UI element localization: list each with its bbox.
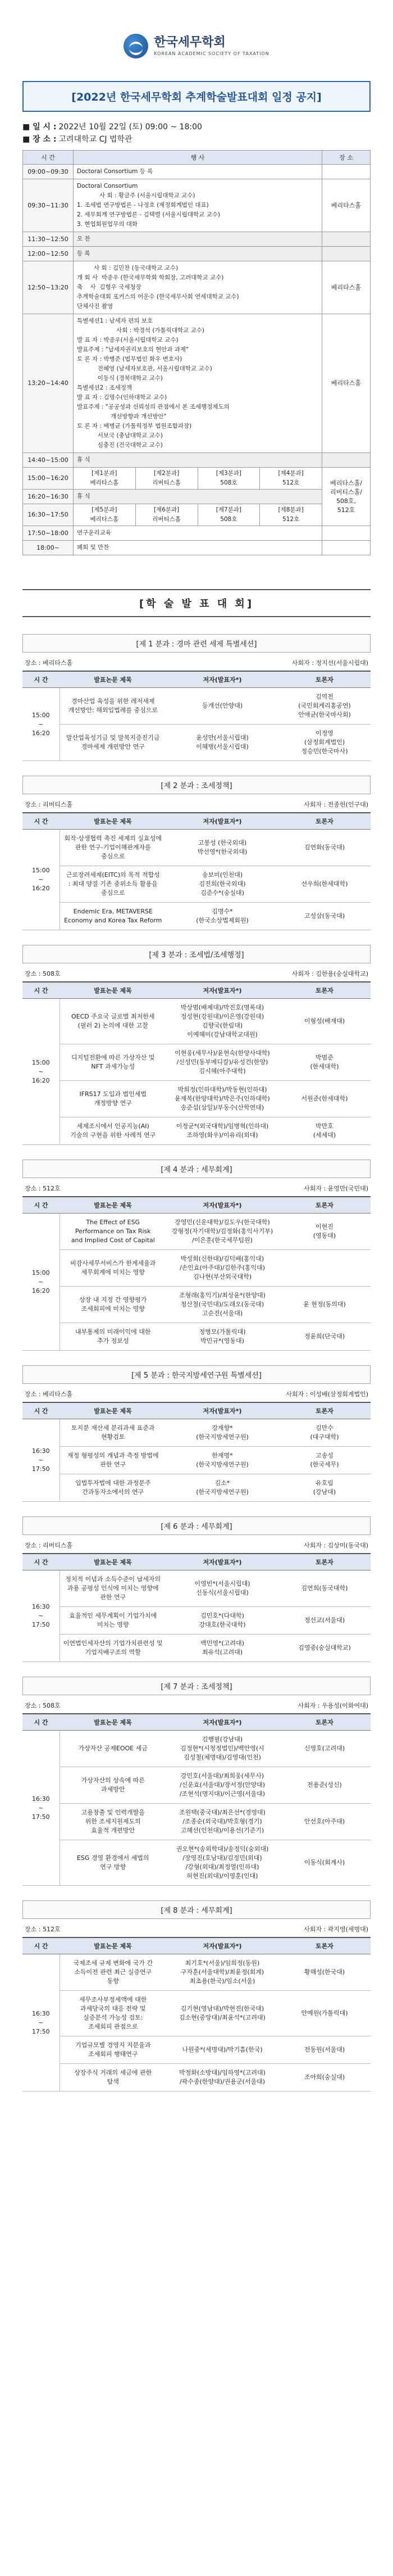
papers-header: 토론자 [278, 982, 371, 999]
breakout-rooms [74, 504, 322, 526]
paper-discussant: 정선교(서울대) [278, 1607, 371, 1635]
paper-row [22, 1250, 371, 1287]
schedule-time: 13:20~14:40 [23, 314, 74, 453]
session-place: 장소 : 리버티스홀 [25, 801, 73, 808]
papers-header: 시 간 [22, 1937, 60, 1954]
info-value: 2022년 10월 22일 (토) 09:00 ~ 18:00 [58, 123, 202, 132]
paper-row [22, 1991, 371, 2036]
session-place: 장소 : 508호 [25, 970, 61, 977]
paper-authors: 박성희(신한대)/김덕배(홍익대) /손인효(아주대)/김한주(홍익대) 김나현(부산외국대학) [166, 1250, 278, 1287]
paper-authors: 최기호*(서울)/임희정(동원) 구자훈(서울대학)/최윤정(회계) 최초용(한국)/임소(서울) [166, 1954, 278, 1991]
paper-authors: 이영빈*(서울시립대) 신동식(서울시립대) [166, 1570, 278, 1607]
papers-header: 발표논문 제목 [60, 1937, 166, 1954]
schedule-row [23, 490, 371, 504]
paper-row [22, 903, 371, 930]
papers-table [22, 1553, 371, 1662]
schedule-time: 09:30~11:30 [23, 179, 74, 232]
session [22, 634, 371, 761]
paper-discussant: 이형성(배재대) [278, 999, 371, 1044]
paper-discussant [278, 1250, 371, 1287]
paper-row [22, 688, 371, 725]
paper-title: 회작·상생협력 촉진 세제의 실효성에 관한 연구-기업이해관계자를 중심으로 [60, 830, 166, 866]
session-chair: 사회자 : 전종헌(인구대) [304, 801, 368, 808]
session-chair: 사회자 : 김상미(동국대) [304, 1542, 368, 1549]
papers-header: 시 간 [22, 1197, 60, 1214]
schedule-place: 베리타스홀 [322, 261, 371, 314]
breakout-room: [제1분과] 베리타스홀 [90, 470, 119, 486]
paper-authors: 이현웅(세무사)/윤현숙(한양사대학) /신성민(동부메디칼)/유성건(한양) 김시혜(아주대학) [166, 1044, 278, 1081]
breakout-room: [제4분과] 512호 [259, 468, 322, 489]
session [22, 1365, 371, 1502]
session [22, 1900, 371, 2091]
paper-authors: 권오현*(송외학대)/송정덕(숭외대) /장영진(호남대)/김정민(외대) /강형(외대)/최정열(인하대) 허현진(외대)/이영훈(인대) [166, 1840, 278, 1886]
paper-row [22, 999, 371, 1044]
session-time: 15:00 ~ 16:20 [22, 830, 60, 930]
breakout-rooms [74, 468, 322, 489]
paper-discussant: 박만호 (세세대) [278, 1117, 371, 1145]
paper-row [22, 1635, 371, 1662]
paper-row [22, 1474, 371, 1502]
papers-header: 발표논문 제목 [60, 813, 166, 830]
breakout-room: [제7분과] 508호 [198, 504, 260, 526]
papers-header: 발표논문 제목 [60, 1402, 166, 1419]
paper-row [22, 866, 371, 903]
schedule-event: 오 찬 [74, 232, 322, 247]
paper-title: 국제조세 규제 변화에 국가 간 소득이전 관련 최근 실증연구 동향 [60, 1954, 166, 1991]
session-title: [제 3 분과 : 조세법/조세행정] [22, 945, 371, 963]
schedule-row [23, 261, 371, 314]
paper-discussant: 안예원(가톨릭대) [278, 1991, 371, 2036]
paper-row [22, 1804, 371, 1840]
session-title: [제 2 분과 : 조세정책] [22, 776, 371, 794]
papers-header: 저자(발표자*) [166, 1714, 278, 1731]
papers-header: 토론자 [278, 1402, 371, 1419]
paper-row [22, 1323, 371, 1351]
schedule-event: 등 록 [74, 247, 322, 261]
session-title: [제 1 분과 : 경마 관련 세제 특별세션] [22, 634, 371, 653]
paper-row [22, 1607, 371, 1635]
schedule-time: 18:00~ [23, 541, 74, 555]
paper-row [22, 1954, 371, 1991]
schedule-place: 베리타스홀 [322, 314, 371, 453]
schedule-event [74, 468, 322, 490]
paper-row [22, 1731, 371, 1767]
paper-authors: 김기현(영남대)/박현진(한국대) 김소현(중앙대)/최윤석*(고려대) [166, 1991, 278, 2036]
paper-authors: 박희정(인하대학)/박동현(인하대) 윤재복(한양대학)/박은주(인하대학) 송준섭(삼일)/부동수(산학연대) [166, 1081, 278, 1117]
paper-title: 경마산업 육성을 위한 레저세제 개선방안: 해외입법례를 중심으로 [60, 688, 166, 725]
paper-title: The Effect of ESG Performance on Tax Risk and Implied Cost of Capital [60, 1214, 166, 1250]
session-place: 장소 : 베리타스홀 [25, 1391, 73, 1398]
paper-title: 이연법인세자산의 기업가치관련성 및 기업지배구조의 역할 [60, 1635, 166, 1662]
papers-header: 시 간 [22, 1402, 60, 1419]
session [22, 1160, 371, 1351]
schedule-event: 연구윤리교육 [74, 526, 322, 541]
paper-discussant: 서원준(한세대학) [278, 1081, 371, 1117]
schedule-row [23, 247, 371, 261]
schedule-row [23, 232, 371, 247]
session-place: 장소 : 512호 [25, 1185, 61, 1192]
session-chair: 사회자 : 이성배(삼정회계법인) [286, 1391, 368, 1398]
paper-authors: 이정균*(외국대학)/임병혁(인하대) 조하영(화우)/이유리(외대) [166, 1117, 278, 1145]
papers-header: 저자(발표자*) [166, 1937, 278, 1954]
breakout-room: [제5분과] 베리타스홀 [90, 506, 119, 523]
paper-authors: 백민영*(고려대) 최유석(고려대) [166, 1635, 278, 1662]
paper-authors: 강민호(서울대)/최희웅(세무사) /신운효(서울대)/장서정(안양대) /조현석(명지대)/이근영(서울대) [166, 1767, 278, 1804]
paper-authors: 등개선(안양대) [166, 688, 278, 725]
session-time: 16:30 ~ 17:50 [22, 1419, 60, 1502]
session [22, 1677, 371, 1886]
schedule-time: 15:00~16:20 [23, 468, 74, 490]
schedule-time: 14:40~15:00 [23, 453, 74, 468]
session-chair: 사회자 : 윤영만(국민대) [304, 1185, 368, 1192]
session-meta [22, 653, 371, 671]
schedule-event: Doctoral Consortium 등 록 [74, 165, 322, 179]
session-meta [22, 963, 371, 981]
paper-row [22, 1419, 371, 1447]
paper-title: 기업규모별 경영지 지분율과 조세회피 행태연구 [60, 2036, 166, 2064]
session [22, 1516, 371, 1662]
schedule-event: Doctoral Consortium 사 회 : 황금주 (서울시립대학교 교수) 1. 조세법 연구방법론 - 나정호 (제정회계법인 대표) 2. 세무회계 연구방법론 - 김택렬 (서울시립대학교 교수) 3. 현업회원업무의 대화 [74, 179, 322, 232]
section-title: [학 술 발 표 대 회] [22, 589, 371, 617]
schedule-event [74, 504, 322, 526]
paper-row [22, 1570, 371, 1607]
paper-title: 내부통제의 미래이익에 대한 추가 정보성 [60, 1323, 166, 1351]
paper-authors: 한재명* (한국지방세연구원) [166, 1447, 278, 1474]
schedule-header: 행 사 [74, 151, 322, 165]
paper-title: 효율적인 세무계획이 기업가치에 미치는 영향 [60, 1607, 166, 1635]
session-chair: 사회자 : 정지선(서울시립대) [291, 659, 368, 667]
session-meta [22, 1384, 371, 1402]
breakout-room: [제8분과] 512호 [259, 504, 322, 526]
paper-discussant: 윤 현정(동의대) [278, 1287, 371, 1323]
schedule-row [23, 453, 371, 468]
schedule-place: 베리타스홀/ 리버티스홀/ 508호, 512호 [322, 468, 371, 526]
paper-authors: 조형래(홍익기)/최상윤*(한양대) 청산철(국민대)/도래오(동국대) 고순진(서울대) [166, 1287, 278, 1323]
papers-table [22, 1713, 371, 1886]
paper-discussant: 이동식(회계사) [278, 1840, 371, 1886]
session-time: 15:00 ~ 16:20 [22, 999, 60, 1145]
society-logo [0, 0, 393, 81]
schedule-row [23, 541, 371, 555]
papers-table [22, 671, 371, 761]
schedule-time: 11:30~12:50 [23, 232, 74, 247]
schedule-row [23, 314, 371, 453]
paper-authors: 송보미(인천대) 김진희(한국외대) 김준수*(숭실대) [166, 866, 278, 903]
schedule-header: 장 소 [322, 151, 371, 165]
papers-header: 발표논문 제목 [60, 1554, 166, 1570]
paper-authors: 김명수* (한국소상법제회원) [166, 903, 278, 930]
session-title: [제 7 분과 : 조세정책] [22, 1677, 371, 1695]
info-key: ■ 장 소 : [22, 135, 57, 144]
schedule-place [322, 541, 371, 555]
paper-discussant: 유호림 (강남대) [278, 1474, 371, 1502]
session-meta [22, 1535, 371, 1553]
session-chair: 사회자 : 우용성(이화여대) [298, 1702, 368, 1709]
paper-discussant: 조아희(숭실대) [278, 2064, 371, 2091]
papers-header: 저자(발표자*) [166, 671, 278, 688]
paper-discussant: 이현진 (영동대) [278, 1214, 371, 1250]
paper-row [22, 1214, 371, 1250]
paper-title: ESG 경영 환경에서 세법의 연구 방향 [60, 1840, 166, 1886]
papers-header: 시 간 [22, 982, 60, 999]
schedule-place: 베리타스홀 [322, 179, 371, 232]
schedule-header: 시 간 [23, 151, 74, 165]
session-meta [22, 1695, 371, 1713]
schedule-row [23, 504, 371, 526]
info-key: ■ 일 시 : [22, 123, 57, 132]
papers-header: 시 간 [22, 1554, 60, 1570]
paper-authors: 조원택(중국대)/최은선*(경영대) /조종순(외국대)/박호형(경기) 고혜선(인천대)/이용선(기준기) [166, 1804, 278, 1840]
papers-header: 저자(발표자*) [166, 982, 278, 999]
session-place: 장소 : 리버티스홀 [25, 1542, 73, 1549]
papers-table [22, 981, 371, 1145]
breakout-room: [제6분과] 리버티스홀 [135, 504, 198, 526]
schedule-row [23, 165, 371, 179]
papers-table [22, 812, 371, 930]
paper-row [22, 1081, 371, 1117]
papers-header: 토론자 [278, 1554, 371, 1570]
paper-title: 상장 내 지정 간 영향평가 조세회피에 미치는 영향 [60, 1287, 166, 1323]
papers-header: 발표논문 제목 [60, 1197, 166, 1214]
paper-row [22, 1287, 371, 1323]
paper-discussant: 김연화(동국대) [278, 830, 371, 866]
paper-row [22, 1447, 371, 1474]
paper-discussant: 김만수 (대구대학) [278, 1419, 371, 1447]
papers-header: 토론자 [278, 813, 371, 830]
papers-header: 시 간 [22, 671, 60, 688]
sessions-container [0, 634, 393, 2091]
paper-discussant: 정윤희(단국대) [278, 1323, 371, 1351]
paper-title: 세무조사부정세액에 대한 과세당국의 대응 전략 및 실증분석 가능성 검토: 조세회피 관점으로 [60, 1991, 166, 2036]
session-chair: 사회자 : 곽지영(세명대) [304, 1926, 368, 1933]
schedule-time: 16:20~16:30 [23, 490, 74, 504]
paper-authors: 김민호*(다대학) 강대호(한국대학) [166, 1607, 278, 1635]
schedule-place [322, 453, 371, 468]
papers-header: 시 간 [22, 1714, 60, 1731]
paper-discussant: 김영중(숭실대학교) [278, 1635, 371, 1662]
schedule-event: 휴 식 [74, 453, 322, 468]
schedule-place [322, 232, 371, 247]
session-time: 15:00 ~ 16:20 [22, 1214, 60, 1351]
papers-header: 저자(발표자*) [166, 1402, 278, 1419]
session-place: 장소 : 508호 [25, 1702, 61, 1709]
papers-header: 토론자 [278, 1937, 371, 1954]
paper-row [22, 725, 371, 761]
papers-header: 저자(발표자*) [166, 1554, 278, 1570]
paper-authors: 박정화(소방대)/임하영*(고려대) /곽수종(한양대)/권용군(서울대) [166, 2064, 278, 2091]
schedule-row [23, 526, 371, 541]
paper-discussant: 황해성(한국대) [278, 1954, 371, 1991]
session-meta [22, 794, 371, 812]
papers-header: 발표논문 제목 [60, 982, 166, 999]
paper-authors: 윤성만(서울시립대) 이혜병(서울시립대) [166, 725, 278, 761]
paper-title: 재정 형평성의 개념과 측정 방법에 관한 연구 [60, 1447, 166, 1474]
paper-title: 입법투자법에 대한 과정분주 간과동자소에서의 연구 [60, 1474, 166, 1502]
paper-authors: 박상범(배제대)/박진호(명록대) 정성현(강원대)/이은영(강원대) 김향국(한림대) 이예혜미(강남대학교대원) [166, 999, 278, 1044]
paper-title: 고용창출 및 인력개발을 위한 조세지원제도의 효율적 개편방안 [60, 1804, 166, 1840]
papers-table [22, 1402, 371, 1502]
paper-authors: 고봉성 (한국외대) 박선영*(한국외대) [166, 830, 278, 866]
paper-discussant: 박범준 (한세대학) [278, 1044, 371, 1081]
paper-authors: 나원중*(세명대)/박기흠(한국) [166, 2036, 278, 2064]
schedule-place [322, 165, 371, 179]
session-place: 장소 : 512호 [25, 1926, 61, 1933]
page-title: [2022년 한국세무학회 추계학술발표대회 일정 공지] [22, 81, 371, 112]
papers-table [22, 1196, 371, 1351]
paper-row [22, 830, 371, 866]
paper-title: 정치적 이념과 소득수준이 납세자의 과용 공평성 인식에 미치는 영향에 관한 연구 [60, 1570, 166, 1607]
paper-authors: 김행필(강남대) 김정현*(시청정법인)/백안영(시 김성철(체명대)/김영대(인천) [166, 1731, 278, 1767]
paper-discussant: 고송성 (한국세무) [278, 1447, 371, 1474]
papers-header: 저자(발표자*) [166, 813, 278, 830]
society-name: 한국세무학회 [154, 35, 226, 49]
paper-title: 디지털전환에 따른 가상자산 및 NFT 과세가능성 [60, 1044, 166, 1081]
papers-header: 토론자 [278, 1197, 371, 1214]
session-time: 16:30 ~ 17:50 [22, 1954, 60, 2091]
papers-table [22, 1937, 371, 2091]
session-time: 16:30 ~ 17:50 [22, 1570, 60, 1662]
session-chair: 사회자 : 김한용(숭실대학교) [291, 970, 368, 977]
schedule-time: 12:50~13:20 [23, 261, 74, 314]
schedule-time: 09:00~09:30 [23, 165, 74, 179]
schedule-event: 휴 식 [74, 490, 322, 504]
paper-row [22, 1840, 371, 1886]
paper-title: IFRS17 도입과 법인세법 개정방향 연구 [60, 1081, 166, 1117]
paper-authors: 강재향* (한국지방세연구원) [166, 1419, 278, 1447]
paper-discussant: 전용준(성신) [278, 1767, 371, 1804]
paper-title: OECD 주요국 글로벌 최저한세 (필러 2) 논의에 대한 고찰 [60, 999, 166, 1044]
breakout-room: [제3분과] 508호 [198, 468, 260, 489]
society-emblem-icon [124, 34, 148, 58]
schedule-time: 16:30~17:50 [23, 504, 74, 526]
papers-header: 저자(발표자*) [166, 1197, 278, 1214]
society-english-name: KOREAN ACADEMIC SOCIETY OF TAXATION [154, 51, 269, 56]
paper-discussant: 고성삼(동국대) [278, 903, 371, 930]
session-title: [제 8 분과 : 세무회계] [22, 1900, 371, 1919]
paper-title: 근로장려세제(EITC)의 목적 적합성 : 최대 양질 기존 중위소득 활용을 중심으로 [60, 866, 166, 903]
paper-title: 상장주식 거래의 세금에 관한 탐색 [60, 2064, 166, 2091]
session-meta [22, 1178, 371, 1196]
paper-authors: 정병모(가톨릭대) 박민규*(영동대) [166, 1323, 278, 1351]
schedule-place [322, 526, 371, 541]
paper-discussant: 선우희(한세대학) [278, 866, 371, 903]
info-value: 고려대학교 CJ 법학관 [58, 135, 132, 144]
schedule-table [22, 150, 371, 555]
paper-title: 말산업육성기금 및 말복지증진기금 경마세제 개편방안 연구 [60, 725, 166, 761]
info-line [22, 133, 371, 146]
schedule-row [23, 468, 371, 490]
paper-row [22, 2036, 371, 2064]
schedule-event: 특별세션1 : 남세자 편의 보호 사회 : 박경석 (가톨릭대학교 교수) 발 표 자 : 박종우(서울시립대학교 교수) 발표주제 : "납세자권리보호의 현안과 과제" 토 론 자 : 박병준 (법무법인 화우 변호사) 전혜영 (남세자보호관, 서울시립대학교 교수) 이동식 (경북대학교 교수) 특별세션2 : 조세정책 발 표 자 : 김명수(인하대학교 교수) 발표주제 : "공공성과 신뢰성의 관점에서 본 조세행정제도의 개선방향과 개선방안" 토 론 자 : 배병균 (가톨릭정부 법원조합과장) 서보국 (충남대학교 교수) 심충진 (건국대학교 교수) [74, 314, 322, 453]
session-title: [제 4 분과 : 세무회계] [22, 1160, 371, 1178]
breakout-room: [제2분과] 리버티스홀 [135, 468, 198, 489]
session-meta [22, 1919, 371, 1937]
schedule-row [23, 179, 371, 232]
schedule-time: 12:00~12:50 [23, 247, 74, 261]
paper-discussant: 김역전 (국민회계리홍공연) 안애균(한국마사회) [278, 688, 371, 725]
paper-authors: 김소* (한국지방세연구원) [166, 1474, 278, 1502]
paper-discussant: 이정영 (삼정회계법인) 정승민(한국마사) [278, 725, 371, 761]
schedule-time: 17:50~18:00 [23, 526, 74, 541]
papers-header: 토론자 [278, 1714, 371, 1731]
paper-title: 가상자산 공제EOOE 세금 [60, 1731, 166, 1767]
papers-header: 발표논문 제목 [60, 1714, 166, 1731]
paper-row [22, 1767, 371, 1804]
paper-discussant: 신영호(고려대) [278, 1731, 371, 1767]
session-time: 15:00 ~ 16:20 [22, 688, 60, 761]
info-line [22, 121, 371, 133]
paper-row [22, 1117, 371, 1145]
paper-row [22, 2064, 371, 2091]
session-place: 장소 : 베리타스홀 [25, 659, 73, 667]
paper-discussant: 전동원(서울대) [278, 2036, 371, 2064]
session-title: [제 5 분과 : 한국지방세연구원 특별세션] [22, 1365, 371, 1384]
schedule-event: 폐회 및 만찬 [74, 541, 322, 555]
papers-header: 토론자 [278, 671, 371, 688]
paper-row [22, 1044, 371, 1081]
papers-header: 시 간 [22, 813, 60, 830]
paper-discussant: 안선호(아주대) [278, 1804, 371, 1840]
event-info [22, 121, 371, 146]
schedule-event: 사 회 : 김민찬 (동국대학교 교수) 개 회 사 박종우 (한국세무학회 학회장, 고려대학교 교수) 축 사 김형우 국세청장 추계학술대회 포커스의 어운수 (한국세무사회 연세대학교 교수) 단체사진 촬영 [74, 261, 322, 314]
paper-discussant: 김연희(동국대학) [278, 1570, 371, 1607]
paper-title: 세제조시에서 인공지능(AI) 기술의 구현을 위한 사례적 연구 [60, 1117, 166, 1145]
paper-title: 토지분 재산세 분리과세 표준과 현황검토 [60, 1419, 166, 1447]
paper-title: 가상자산의 상속에 따른 과세방안 [60, 1767, 166, 1804]
session [22, 945, 371, 1145]
session-time: 16:30 ~ 17:50 [22, 1731, 60, 1886]
paper-title: Endemic Era, METAVERSE Economy and Korea Tax Reform [60, 903, 166, 930]
session-title: [제 6 분과 : 세무회계] [22, 1516, 371, 1535]
paper-authors: 강영민(신운대학)/김도우(한국대학) 강형정(자기대학)/김정화(홍익사기부) /이은훈(한국세무팀원) [166, 1214, 278, 1250]
papers-header: 발표논문 제목 [60, 671, 166, 688]
paper-title: 비감사세무서비스가 한계세율과 세무회계에 미치는 영향 [60, 1250, 166, 1287]
session [22, 776, 371, 930]
schedule-place [322, 247, 371, 261]
